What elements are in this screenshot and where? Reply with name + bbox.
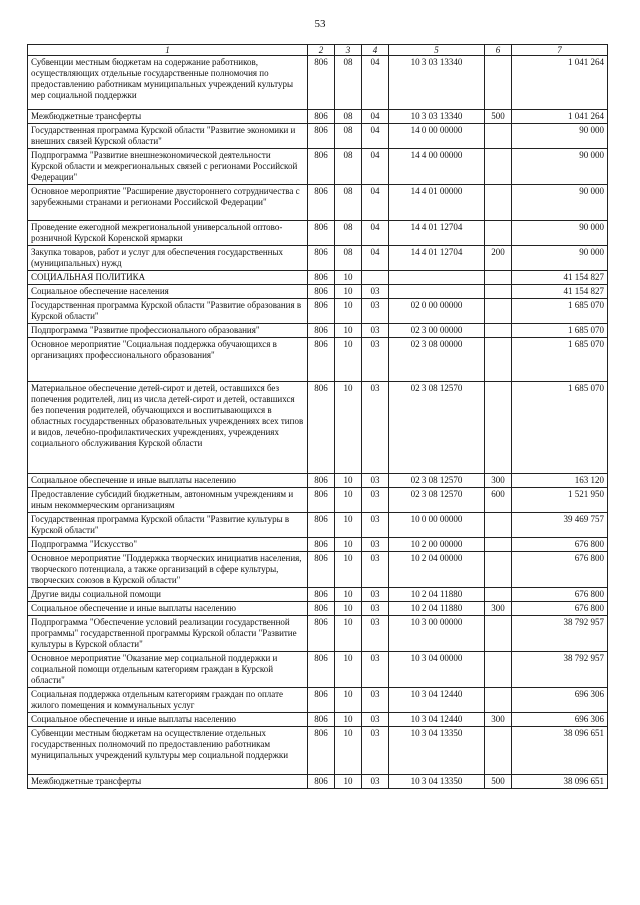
row-amount: 1 521 950 <box>512 488 608 513</box>
row-admin-code: 806 <box>308 775 335 789</box>
row-subsection <box>362 271 389 285</box>
table-row <box>28 488 608 513</box>
row-amount: 90 000 <box>512 221 608 246</box>
table-row <box>28 149 608 185</box>
row-target-code <box>389 271 485 285</box>
page-number: 53 <box>314 18 326 30</box>
column-header-name: 1 <box>28 45 308 56</box>
row-target-code: 14 4 01 12704 <box>389 246 485 271</box>
row-section: 10 <box>335 488 362 513</box>
table-header-row <box>28 45 608 56</box>
row-amount: 1 041 264 <box>512 56 608 110</box>
row-admin-code: 806 <box>308 552 335 588</box>
row-name: Основное мероприятие "Расширение двустороннего сотрудничества с зарубежными странами и регионами Российской Федерации" <box>28 185 308 221</box>
row-expense-type: 300 <box>485 474 512 488</box>
row-subsection: 04 <box>362 246 389 271</box>
row-name: Подпрограмма "Искусство" <box>28 538 308 552</box>
row-amount: 676 800 <box>512 552 608 588</box>
row-admin-code: 806 <box>308 185 335 221</box>
row-subsection: 03 <box>362 552 389 588</box>
row-expense-type <box>485 616 512 652</box>
row-target-code: 10 3 00 00000 <box>389 616 485 652</box>
row-amount: 1 685 070 <box>512 382 608 474</box>
row-subsection: 03 <box>362 488 389 513</box>
row-expense-type <box>485 271 512 285</box>
row-name: Субвенции местным бюджетам на содержание работников, осуществляющих отдельные государственные полномочия по предоставлению работникам муниципальных учреждений культуры мер социальной поддержки <box>28 56 308 110</box>
column-header-amount: 7 <box>512 45 608 56</box>
table-row <box>28 124 608 149</box>
row-section: 08 <box>335 124 362 149</box>
row-expense-type: 500 <box>485 775 512 789</box>
table-row <box>28 474 608 488</box>
row-name: Основное мероприятие "Поддержка творческих инициатив населения, творческого потенциала, а также организаций в сфере культуры, творческих союзов в Курской области" <box>28 552 308 588</box>
row-section: 10 <box>335 271 362 285</box>
row-name: Межбюджетные трансферты <box>28 110 308 124</box>
row-target-code: 10 3 04 13350 <box>389 727 485 775</box>
row-section: 08 <box>335 185 362 221</box>
row-admin-code: 806 <box>308 221 335 246</box>
row-subsection: 04 <box>362 149 389 185</box>
table-row <box>28 513 608 538</box>
row-section: 10 <box>335 538 362 552</box>
row-section: 08 <box>335 110 362 124</box>
row-admin-code: 806 <box>308 271 335 285</box>
row-admin-code: 806 <box>308 688 335 713</box>
row-name: Закупка товаров, работ и услуг для обеспечения государственных (муниципальных) нужд <box>28 246 308 271</box>
row-amount: 39 469 757 <box>512 513 608 538</box>
row-target-code: 02 3 08 12570 <box>389 488 485 513</box>
row-section: 10 <box>335 338 362 382</box>
row-subsection: 03 <box>362 513 389 538</box>
table-row <box>28 382 608 474</box>
row-target-code: 14 4 01 12704 <box>389 221 485 246</box>
row-admin-code: 806 <box>308 110 335 124</box>
row-subsection: 03 <box>362 688 389 713</box>
row-amount: 676 800 <box>512 602 608 616</box>
table-row <box>28 185 608 221</box>
row-section: 10 <box>335 324 362 338</box>
row-amount: 38 096 651 <box>512 775 608 789</box>
row-target-code: 02 0 00 00000 <box>389 299 485 324</box>
row-amount: 163 120 <box>512 474 608 488</box>
row-expense-type <box>485 149 512 185</box>
row-expense-type <box>485 727 512 775</box>
row-expense-type <box>485 338 512 382</box>
row-name: Подпрограмма "Развитие профессионального образования" <box>28 324 308 338</box>
table-row <box>28 727 608 775</box>
row-admin-code: 806 <box>308 324 335 338</box>
row-section: 10 <box>335 513 362 538</box>
row-expense-type <box>485 299 512 324</box>
row-name: Социальное обеспечение населения <box>28 285 308 299</box>
row-target-code: 14 4 01 00000 <box>389 185 485 221</box>
table-row <box>28 652 608 688</box>
row-name: Материальное обеспечение детей-сирот и детей, оставшихся без попечения родителей, лиц из числа детей-сирот и детей, оставшихся без попечения родителей, обучающихся и воспитывающихся в областных государственных образовательных учреждениях всех типов и видов, лечебно-профилактических учреждениях, учреждениях социального обслуживания Курской области <box>28 382 308 474</box>
row-admin-code: 806 <box>308 149 335 185</box>
table-row <box>28 221 608 246</box>
row-target-code: 02 3 08 00000 <box>389 338 485 382</box>
table-row <box>28 538 608 552</box>
row-expense-type: 200 <box>485 246 512 271</box>
row-name: Государственная программа Курской области "Развитие экономики и внешних связей Курской области" <box>28 124 308 149</box>
row-amount: 90 000 <box>512 246 608 271</box>
row-admin-code: 806 <box>308 382 335 474</box>
row-target-code: 10 3 04 13350 <box>389 775 485 789</box>
row-subsection: 03 <box>362 299 389 324</box>
row-target-code: 10 3 04 12440 <box>389 713 485 727</box>
row-section: 10 <box>335 727 362 775</box>
row-subsection: 04 <box>362 56 389 110</box>
row-admin-code: 806 <box>308 616 335 652</box>
row-target-code: 10 3 04 12440 <box>389 688 485 713</box>
row-admin-code: 806 <box>308 588 335 602</box>
row-name: Межбюджетные трансферты <box>28 775 308 789</box>
row-admin-code: 806 <box>308 474 335 488</box>
row-target-code <box>389 285 485 299</box>
row-expense-type <box>485 652 512 688</box>
column-header-section: 3 <box>335 45 362 56</box>
row-subsection: 03 <box>362 602 389 616</box>
row-expense-type: 600 <box>485 488 512 513</box>
row-target-code: 10 0 00 00000 <box>389 513 485 538</box>
row-name: Основное мероприятие "Оказание мер социальной поддержки и социальной помощи отдельным категориям граждан в Курской области" <box>28 652 308 688</box>
row-name: Государственная программа Курской области "Развитие культуры в Курской области" <box>28 513 308 538</box>
row-section: 10 <box>335 552 362 588</box>
row-admin-code: 806 <box>308 513 335 538</box>
table-row <box>28 271 608 285</box>
table-row <box>28 299 608 324</box>
row-amount: 676 800 <box>512 588 608 602</box>
row-name: Другие виды социальной помощи <box>28 588 308 602</box>
table-row <box>28 246 608 271</box>
row-target-code: 14 0 00 00000 <box>389 124 485 149</box>
row-name: Социальное обеспечение и иные выплаты населению <box>28 713 308 727</box>
table-row <box>28 775 608 789</box>
row-section: 10 <box>335 588 362 602</box>
row-target-code: 10 3 03 13340 <box>389 110 485 124</box>
row-admin-code: 806 <box>308 338 335 382</box>
row-subsection: 04 <box>362 110 389 124</box>
row-target-code: 10 3 03 13340 <box>389 56 485 110</box>
row-section: 10 <box>335 299 362 324</box>
row-subsection: 03 <box>362 713 389 727</box>
column-header-subsection: 4 <box>362 45 389 56</box>
row-expense-type <box>485 588 512 602</box>
row-amount: 38 792 957 <box>512 652 608 688</box>
row-section: 10 <box>335 285 362 299</box>
row-admin-code: 806 <box>308 652 335 688</box>
row-subsection: 03 <box>362 727 389 775</box>
row-amount: 1 041 264 <box>512 110 608 124</box>
row-amount: 41 154 827 <box>512 285 608 299</box>
row-target-code: 02 3 00 00000 <box>389 324 485 338</box>
row-section: 10 <box>335 616 362 652</box>
row-expense-type <box>485 124 512 149</box>
row-target-code: 10 2 04 00000 <box>389 552 485 588</box>
table-row <box>28 713 608 727</box>
row-amount: 676 800 <box>512 538 608 552</box>
row-amount: 696 306 <box>512 713 608 727</box>
row-name: Подпрограмма "Обеспечение условий реализации государственной программы" государственной программы Курской области "Развитие культуры в Курской области" <box>28 616 308 652</box>
row-subsection: 04 <box>362 124 389 149</box>
row-target-code: 10 2 00 00000 <box>389 538 485 552</box>
row-target-code: 10 3 04 00000 <box>389 652 485 688</box>
row-subsection: 03 <box>362 538 389 552</box>
row-expense-type <box>485 185 512 221</box>
row-section: 08 <box>335 56 362 110</box>
table-row <box>28 588 608 602</box>
row-target-code: 02 3 08 12570 <box>389 382 485 474</box>
row-subsection: 03 <box>362 338 389 382</box>
row-admin-code: 806 <box>308 285 335 299</box>
row-admin-code: 806 <box>308 299 335 324</box>
row-name: Основное мероприятие "Социальная поддержка обучающихся в организациях профессионального образования" <box>28 338 308 382</box>
budget-table <box>27 44 608 789</box>
row-subsection: 03 <box>362 652 389 688</box>
row-admin-code: 806 <box>308 713 335 727</box>
column-header-admin: 2 <box>308 45 335 56</box>
column-header-type: 6 <box>485 45 512 56</box>
row-amount: 1 685 070 <box>512 338 608 382</box>
row-subsection: 03 <box>362 775 389 789</box>
row-section: 10 <box>335 713 362 727</box>
row-expense-type: 300 <box>485 713 512 727</box>
row-expense-type <box>485 688 512 713</box>
row-name: Субвенции местным бюджетам на осуществление отдельных государственных полномочий по предоставлению работникам муниципальных учреждений культуры мер социальной поддержки <box>28 727 308 775</box>
row-amount: 90 000 <box>512 185 608 221</box>
row-subsection: 03 <box>362 285 389 299</box>
row-name: Социальная поддержка отдельным категориям граждан по оплате жилого помещения и коммунальных услуг <box>28 688 308 713</box>
row-section: 10 <box>335 688 362 713</box>
row-expense-type <box>485 513 512 538</box>
row-admin-code: 806 <box>308 602 335 616</box>
row-target-code: 10 2 04 11880 <box>389 602 485 616</box>
row-name: СОЦИАЛЬНАЯ ПОЛИТИКА <box>28 271 308 285</box>
row-name: Социальное обеспечение и иные выплаты населению <box>28 602 308 616</box>
row-expense-type: 500 <box>485 110 512 124</box>
row-amount: 41 154 827 <box>512 271 608 285</box>
row-name: Государственная программа Курской области "Развитие образования в Курской области" <box>28 299 308 324</box>
row-target-code: 10 2 04 11880 <box>389 588 485 602</box>
table-row <box>28 56 608 110</box>
row-admin-code: 806 <box>308 56 335 110</box>
row-amount: 90 000 <box>512 149 608 185</box>
row-admin-code: 806 <box>308 727 335 775</box>
row-subsection: 04 <box>362 221 389 246</box>
row-expense-type <box>485 538 512 552</box>
row-expense-type <box>485 552 512 588</box>
table-row <box>28 602 608 616</box>
row-expense-type <box>485 221 512 246</box>
row-expense-type <box>485 382 512 474</box>
row-amount: 38 792 957 <box>512 616 608 652</box>
row-target-code: 14 4 00 00000 <box>389 149 485 185</box>
row-section: 10 <box>335 775 362 789</box>
row-subsection: 03 <box>362 474 389 488</box>
row-section: 10 <box>335 602 362 616</box>
row-name: Социальное обеспечение и иные выплаты населению <box>28 474 308 488</box>
row-admin-code: 806 <box>308 246 335 271</box>
table-row <box>28 110 608 124</box>
row-admin-code: 806 <box>308 538 335 552</box>
table-row <box>28 285 608 299</box>
row-section: 10 <box>335 652 362 688</box>
row-expense-type <box>485 56 512 110</box>
row-name: Подпрограмма "Развитие внешнеэкономической деятельности Курской области и межрегиональных связей с регионами Российской Федерации" <box>28 149 308 185</box>
row-amount: 38 096 651 <box>512 727 608 775</box>
table-row <box>28 338 608 382</box>
row-target-code: 02 3 08 12570 <box>389 474 485 488</box>
row-admin-code: 806 <box>308 124 335 149</box>
row-subsection: 03 <box>362 588 389 602</box>
column-header-target: 5 <box>389 45 485 56</box>
table-row <box>28 688 608 713</box>
row-amount: 90 000 <box>512 124 608 149</box>
row-admin-code: 806 <box>308 488 335 513</box>
row-subsection: 03 <box>362 324 389 338</box>
row-name: Проведение ежегодной межрегиональной универсальной оптово-розничной Курской Коренской ярмарки <box>28 221 308 246</box>
row-section: 08 <box>335 221 362 246</box>
row-subsection: 03 <box>362 382 389 474</box>
row-section: 08 <box>335 246 362 271</box>
row-section: 10 <box>335 474 362 488</box>
row-name: Предоставление субсидий бюджетным, автономным учреждениям и иным некоммерческим организациям <box>28 488 308 513</box>
row-expense-type: 300 <box>485 602 512 616</box>
row-amount: 1 685 070 <box>512 324 608 338</box>
row-expense-type <box>485 285 512 299</box>
table-row <box>28 552 608 588</box>
row-section: 08 <box>335 149 362 185</box>
row-amount: 1 685 070 <box>512 299 608 324</box>
table-row <box>28 616 608 652</box>
row-amount: 696 306 <box>512 688 608 713</box>
row-section: 10 <box>335 382 362 474</box>
row-subsection: 04 <box>362 185 389 221</box>
row-subsection: 03 <box>362 616 389 652</box>
row-expense-type <box>485 324 512 338</box>
table-row <box>28 324 608 338</box>
